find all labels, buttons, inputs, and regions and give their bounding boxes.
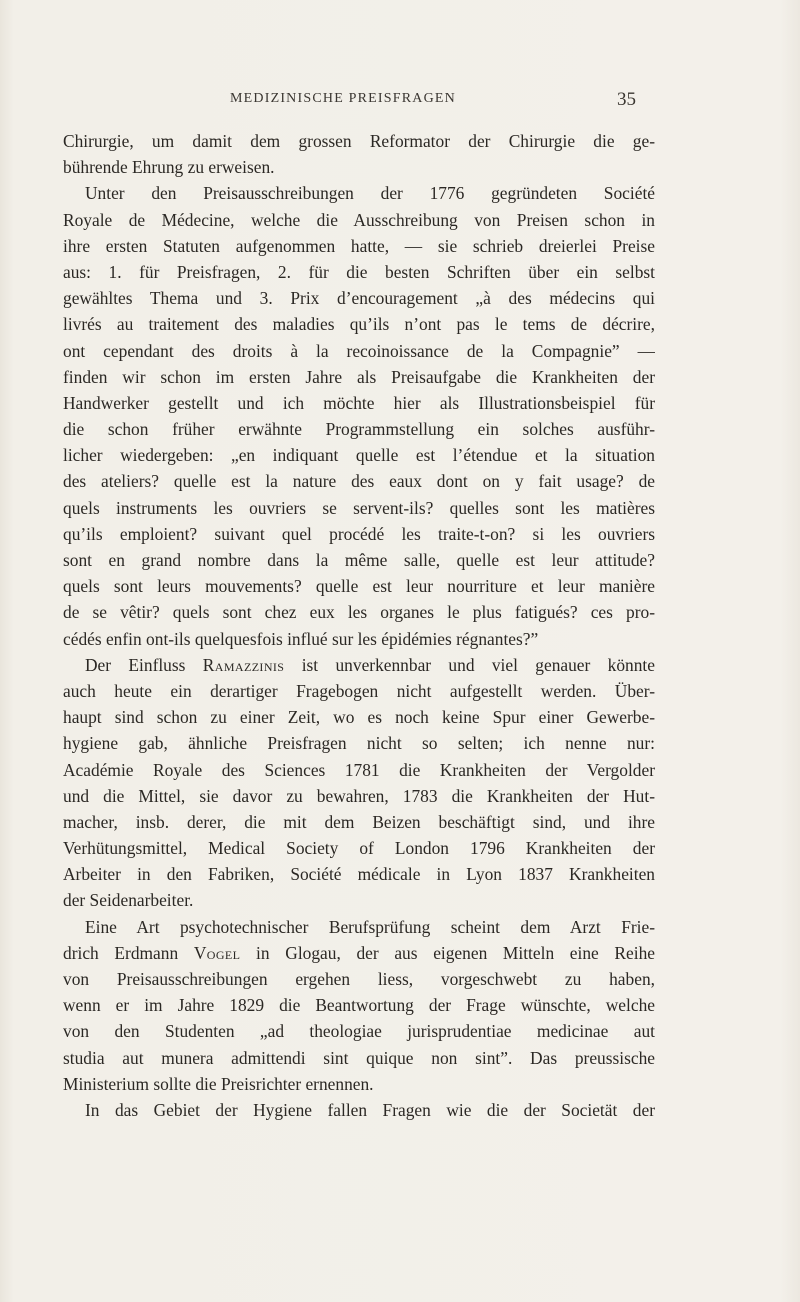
text-fragment: ist unverkennbar und viel genauer könnte [284, 654, 655, 675]
text-line: finden wir schon im ersten Jahre als Preisaufgabe die Krankheiten der [63, 366, 655, 387]
text-line: haupt sind schon zu einer Zeit, wo es noch keine Spur einer Gewerbe- [63, 707, 655, 728]
text-line: Académie Royale des Sciences 1781 die Krankheiten der Vergolder [63, 759, 655, 780]
text-fragment: drich Erdmann [63, 942, 194, 963]
text-line: gewähltes Thema und 3. Prix d’encouragement „à des médecins qui [63, 288, 655, 309]
running-title: MEDIZINISCHE PREISFRAGEN [230, 91, 456, 106]
text-line: von den Studenten „ad theologiae jurisprudentiae medicinae aut [63, 1021, 655, 1042]
text-line: und die Mittel, sie davor zu bewahren, 1783 die Krankheiten der Hut- [63, 785, 655, 806]
text-line: bührende Ehrung zu erweisen. [63, 157, 275, 178]
running-head [0, 89, 800, 113]
text-line: Unter den Preisausschreibungen der 1776 gegründeten Société [85, 183, 655, 204]
text-line: aus: 1. für Preisfragen, 2. für die besten Schriften über ein selbst [63, 261, 655, 282]
text-line: ont cependant des droits à la recoinoissance de la Compagnie” — [63, 340, 655, 361]
text-line-ramazzini [63, 652, 655, 678]
text-line: Eine Art psychotechnischer Berufsprüfung scheint dem Arzt Frie- [85, 916, 655, 937]
text-line: Chirurgie, um damit dem grossen Reformator der Chirurgie die ge- [63, 131, 655, 151]
text-line: Arbeiter in den Fabriken, Société médicale in Lyon 1837 Krankheiten [63, 864, 655, 885]
text-line: ihre ersten Statuten aufgenommen hatte, — sie schrieb dreierlei Preise [63, 235, 655, 256]
text-line: de se vêtir? quels sont chez eux les organes le plus fatigués? ces pro- [63, 602, 655, 623]
text-line: quels instruments les ouvriers se servent-ils? quelles sont les matières [63, 497, 655, 518]
text-line: hygiene gab, ähnliche Preisfragen nicht so selten; ich nenne nur: [63, 733, 655, 754]
text-line: Royale de Médecine, welche die Ausschreibung von Preisen schon in [63, 209, 655, 230]
author-name-vogel: Vogel [193, 942, 241, 963]
text-line: wenn er im Jahre 1829 die Beantwortung der Frage wünschte, welche [63, 995, 655, 1016]
text-line: sont en grand nombre dans la même salle, quelle est leur attitude? [63, 550, 655, 570]
text-line: Handwerker gestellt und ich möchte hier als Illustrationsbeispiel für [63, 392, 655, 413]
text-line: Ministerium sollte die Preisrichter ernennen. [63, 1073, 374, 1094]
text-line: macher, insb. derer, die mit dem Beizen beschäftigt sind, und ihre [63, 811, 655, 832]
text-fragment: in Glogau, der aus eigenen Mitteln eine Reihe [240, 942, 655, 963]
text-line: studia aut munera admittendi sint quique non sint”. Das preussische [63, 1047, 655, 1068]
text-line: des ateliers? quelle est la nature des eaux dont on y fait usage? de [63, 471, 655, 492]
text-line: qu’ils emploient? suivant quel procédé les traite-t-on? si les ouvriers [63, 523, 655, 544]
text-line: quels sont leurs mouvements? quelle est leur nourriture et leur manière [63, 576, 655, 597]
text-line: auch heute ein derartiger Fragebogen nicht aufgestellt werden. Über- [63, 680, 655, 701]
text-line: von Preisausschreibungen ergehen liess, vorgeschwebt zu haben, [63, 969, 655, 989]
text-fragment: Der Einfluss [85, 654, 203, 675]
page-number: 35 [617, 89, 636, 110]
text-line: Verhütungsmittel, Medical Society of London 1796 Krankheiten der [63, 838, 655, 859]
text-line: livrés au traitement des maladies qu’ils n’ont pas le tems de décrire, [63, 314, 655, 335]
text-line: die schon früher erwähnte Programmstellung ein solches ausführ- [63, 419, 655, 440]
text-line-vogel [63, 940, 655, 966]
text-line: licher wiedergeben: „en indiquant quelle est l’étendue et la situation [63, 445, 655, 466]
text-line: cédés enfin ont-ils quelquesfois influé sur les épidémies régnantes?” [63, 628, 539, 649]
text-line: der Seidenarbeiter. [63, 890, 194, 911]
text-line: In das Gebiet der Hygiene fallen Fragen wie die der Societät der [85, 1099, 655, 1120]
author-name-ramazzini: Ramazzinis [202, 654, 285, 675]
body-text [63, 128, 655, 1123]
